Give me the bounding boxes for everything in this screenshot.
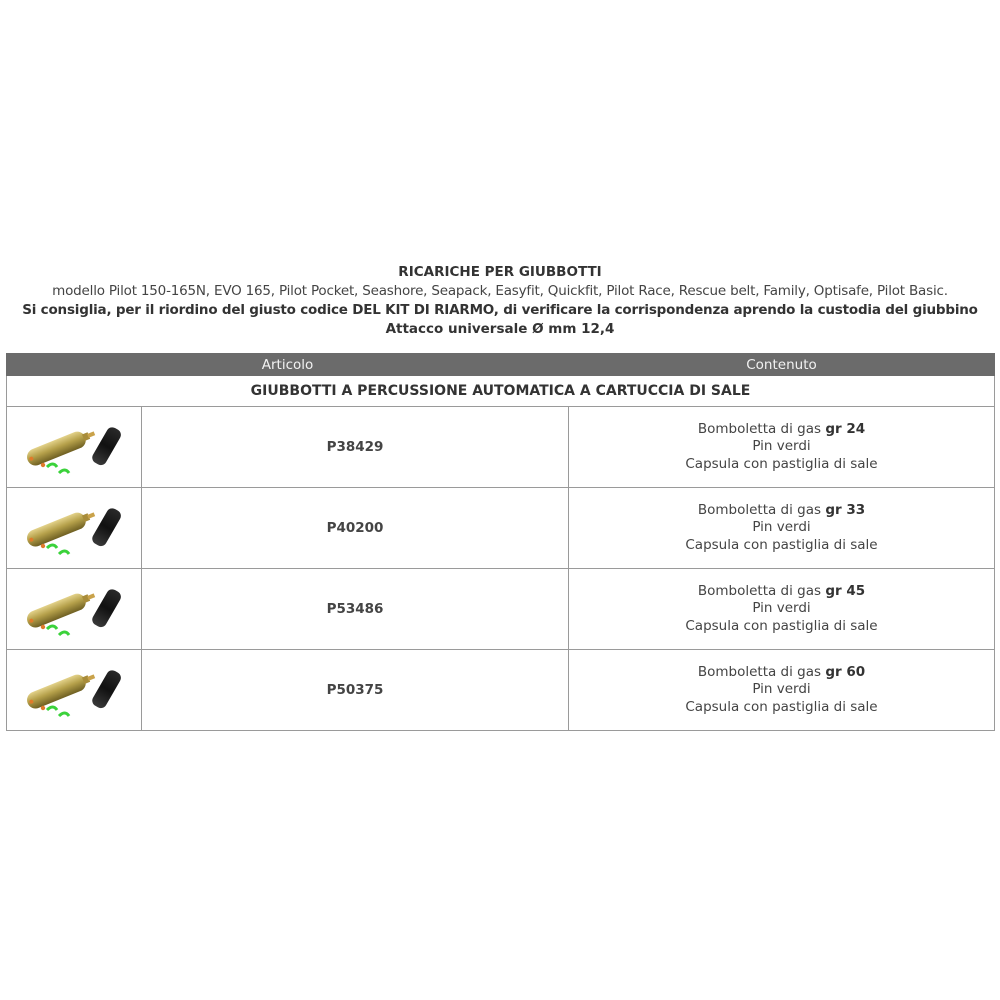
column-header-contenuto: Contenuto [569,354,995,376]
gas-weight: gr 60 [825,663,866,680]
section-row [7,376,995,407]
table-row [7,407,995,488]
article-code: P50375 [142,650,569,731]
product-image-cell [7,488,142,569]
pins-line: Pin verdi [752,600,811,617]
capsule-line: Capsula con pastiglia di sale [685,698,878,715]
page-title: RICARICHE PER GIUBBOTTI [398,264,602,280]
section-title: GIUBBOTTI A PERCUSSIONE AUTOMATICA A CARTUCCIA DI SALE [7,376,995,407]
page-header [0,262,1000,339]
table-row [7,650,995,731]
products-table [6,353,995,731]
product-image-cell [7,407,142,488]
attachment-spec: Attacco universale Ø mm 12,4 [385,321,615,337]
gas-label: Bomboletta di gas [697,420,822,437]
rearm-kit-icon [19,575,129,643]
table-row [7,488,995,569]
pins-line: Pin verdi [752,519,811,536]
gas-line [569,502,994,520]
capsule-line: Capsula con pastiglia di sale [685,536,878,553]
table-row [7,569,995,650]
gas-weight: gr 33 [825,501,866,518]
contents-cell [569,488,995,569]
rearm-kit-icon [19,494,129,562]
gas-label: Bomboletta di gas [697,582,822,599]
capsule-line: Capsula con pastiglia di sale [685,617,878,634]
contents-cell [569,569,995,650]
compatible-models: modello Pilot 150-165N, EVO 165, Pilot Pocket, Seashore, Seapack, Easyfit, Quickfit, Pilot Race, Rescue belt, Family, Optisafe, Pilot Basic. [52,283,948,299]
table-header-row [7,354,995,376]
gas-weight: gr 45 [825,582,866,599]
contents-cell [569,650,995,731]
gas-line [569,664,994,682]
pins-line: Pin verdi [752,681,811,698]
capsule-line: Capsula con pastiglia di sale [685,455,878,472]
gas-weight: gr 24 [825,420,866,437]
gas-line [569,421,994,439]
article-code: P40200 [142,488,569,569]
contents-cell [569,407,995,488]
article-code: P53486 [142,569,569,650]
column-header-articolo: Articolo [7,354,569,376]
pins-line: Pin verdi [752,438,811,455]
gas-label: Bomboletta di gas [697,501,822,518]
reorder-advice: Si consiglia, per il riordino del giusto codice DEL KIT DI RIARMO, di verificare la corrispondenza aprendo la custodia del giubbino [22,302,978,318]
gas-line [569,583,994,601]
product-image-cell [7,650,142,731]
rearm-kit-icon [19,413,129,481]
product-image-cell [7,569,142,650]
rearm-kit-icon [19,656,129,724]
article-code: P38429 [142,407,569,488]
gas-label: Bomboletta di gas [697,663,822,680]
